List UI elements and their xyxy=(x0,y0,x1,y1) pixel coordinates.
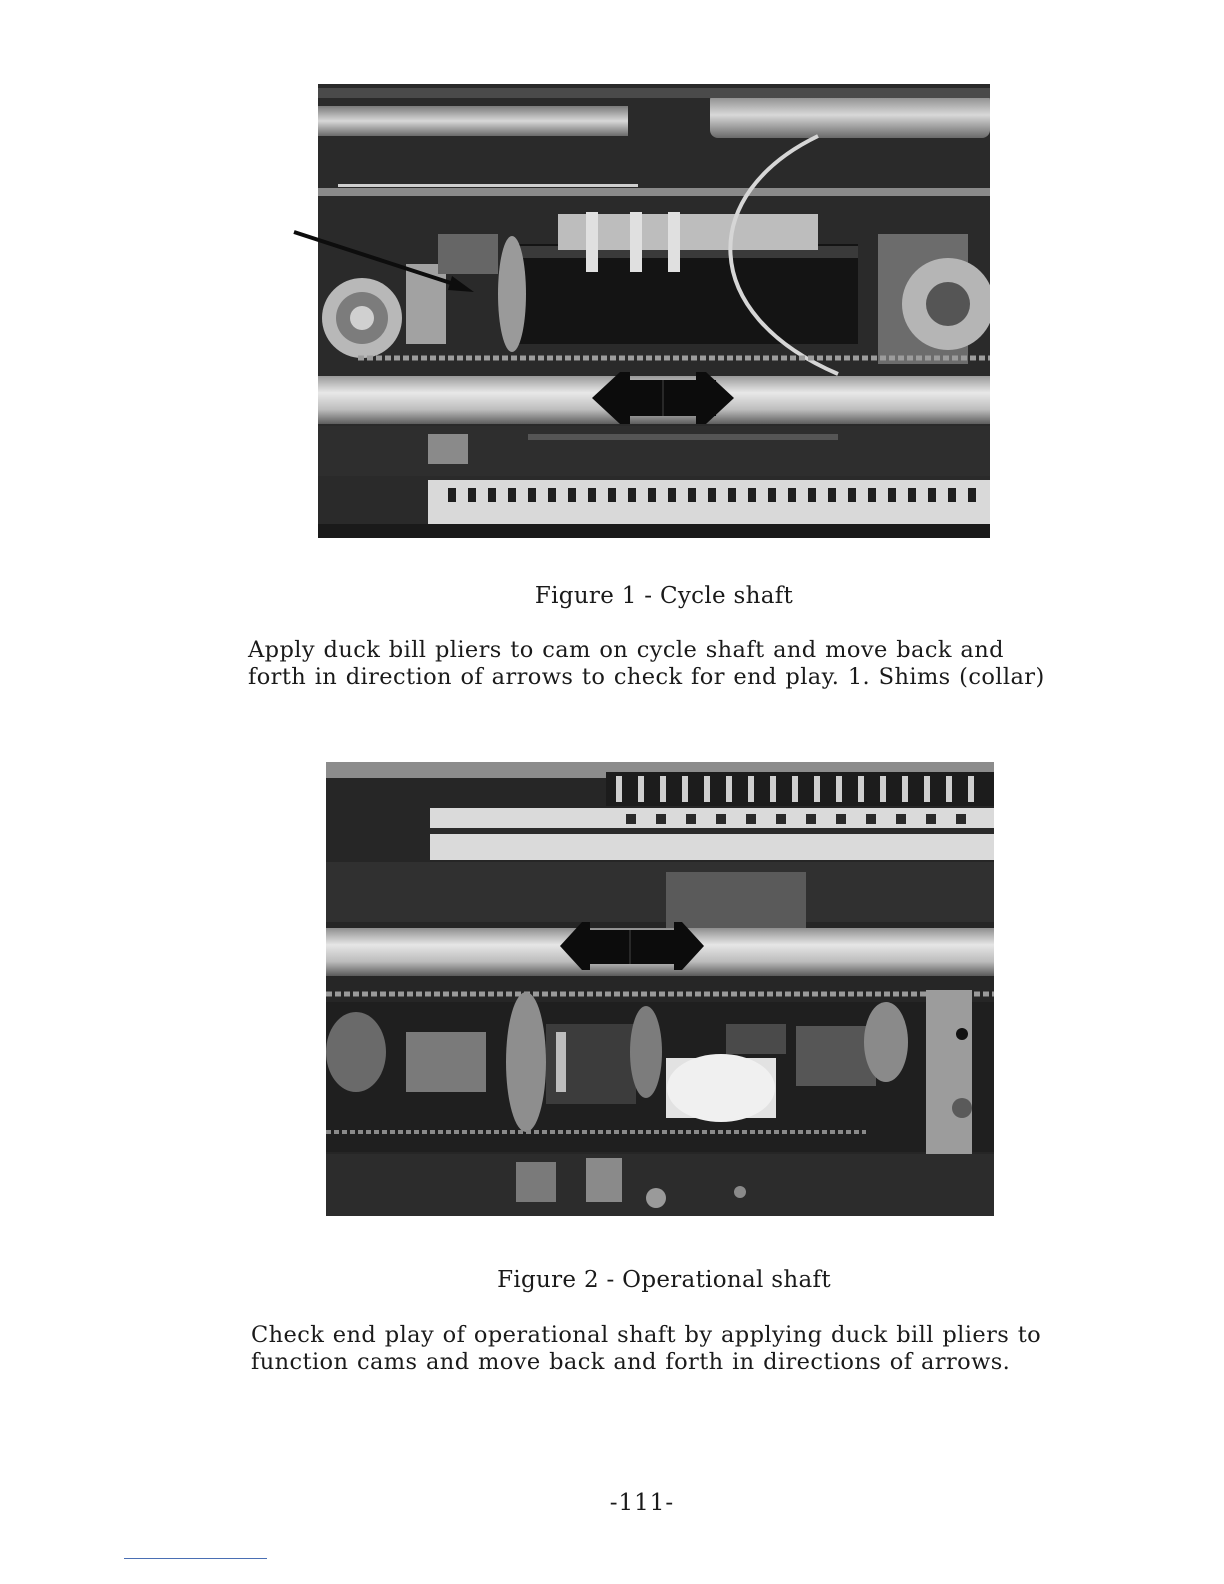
figure-1-description xyxy=(248,637,1108,691)
figure-2-photo xyxy=(326,762,994,1216)
figure-2-caption: Figure 2 - Operational shaft xyxy=(497,1267,831,1293)
page-number: -111- xyxy=(609,1490,675,1516)
figure-2-description xyxy=(251,1322,1111,1376)
footnote-rule xyxy=(124,1558,267,1559)
figure-1-description-line: Apply duck bill pliers to cam on cycle shaft and move back and xyxy=(248,637,1004,663)
cycle-shaft-illustration xyxy=(318,84,990,538)
figure-1-description-line: forth in direction of arrows to check for end play. 1. Shims (collar) xyxy=(248,664,1045,690)
figure-1-photo xyxy=(318,84,990,538)
pointer-arrow-icon xyxy=(292,228,482,298)
operational-shaft-illustration xyxy=(326,762,994,1216)
figure-2-description-line: Check end play of operational shaft by applying duck bill pliers to xyxy=(251,1322,1042,1348)
figure-1-caption: Figure 1 - Cycle shaft xyxy=(534,583,794,609)
figure-2-description-line: function cams and move back and forth in directions of arrows. xyxy=(251,1349,1011,1375)
